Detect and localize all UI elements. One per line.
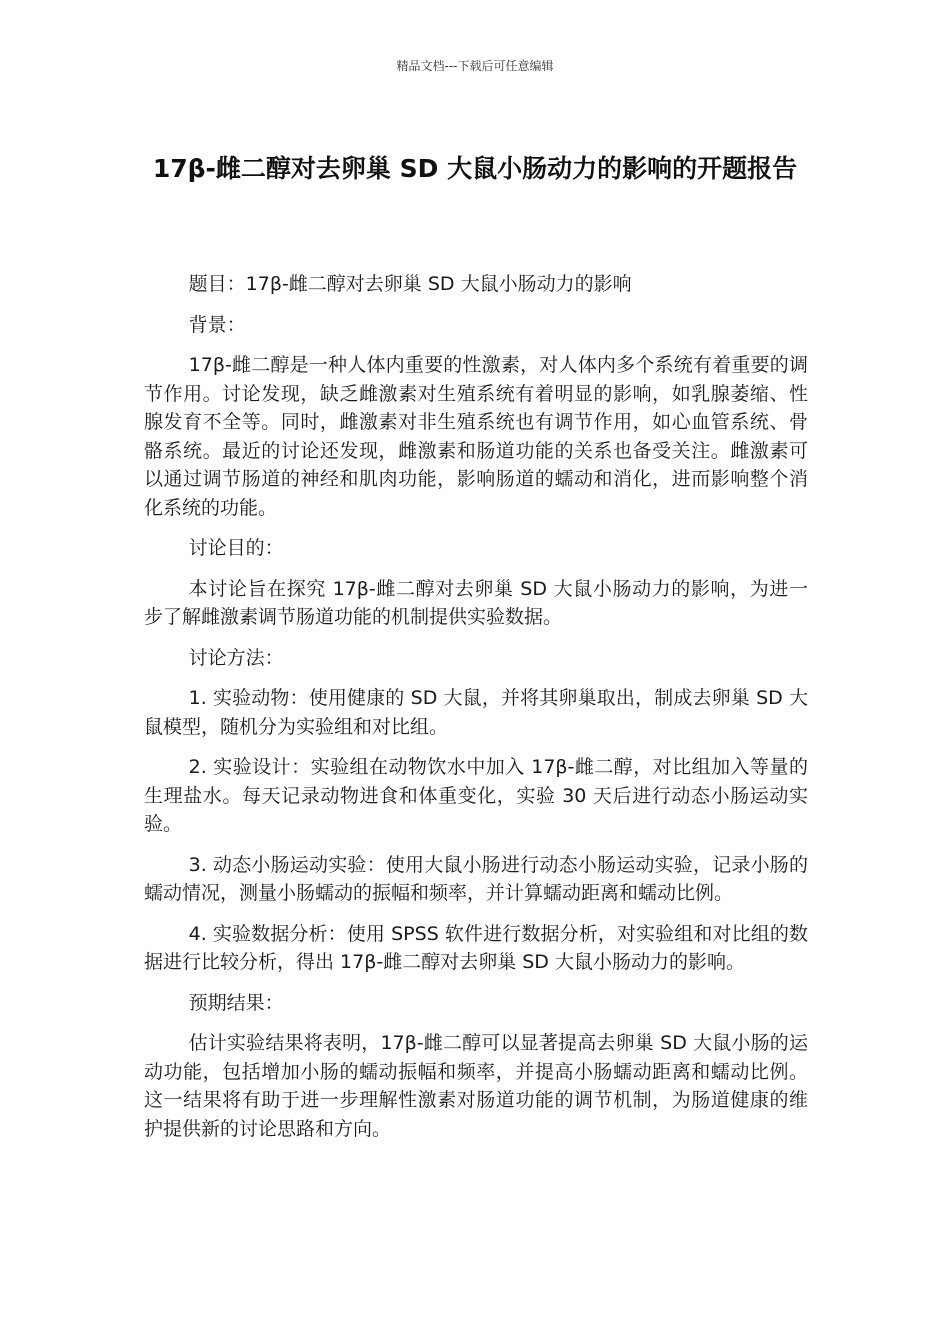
- paragraph-topic: 题目：17β-雌二醇对去卵巢 SD 大鼠小肠动力的影响: [188, 273, 632, 295]
- heading-methods: 讨论方法：: [188, 646, 284, 669]
- paragraph-purpose: 本讨论旨在探究 17β-雌二醇对去卵巢 SD 大鼠小肠动力的影响，为进一步了解雌激素调节肠道功能的机制提供实验数据。: [144, 577, 808, 628]
- method-item-3: 3. 动态小肠运动实验：使用大鼠小肠进行动态小肠运动实验，记录小肠的蠕动情况，测量小肠蠕动的振幅和频率，并计算蠕动距离和蠕动比例。: [144, 853, 808, 904]
- heading-expected-results: 预期结果：: [188, 991, 284, 1014]
- document-title: 17β-雌二醇对去卵巢 SD 大鼠小肠动力的影响的开题报告: [152, 154, 798, 183]
- method-item-1: 1. 实验动物：使用健康的 SD 大鼠，并将其卵巢取出，制成去卵巢 SD 大鼠模型，随机分为实验组和对比组。: [144, 687, 808, 738]
- header-note: 精品文档---下载后可任意编辑: [396, 59, 554, 73]
- paragraph-expected-results: 估计实验结果将表明，17β-雌二醇可以显著提高去卵巢 SD 大鼠小肠的运动功能，包括增加小肠的蠕动振幅和频率，并提高小肠蠕动距离和蠕动比例。这一结果将有助于进一步理解性激素对肠道功能的调节机制，为肠道健康的维护提供新的讨论思路和方向。: [144, 1032, 808, 1140]
- method-item-4: 4. 实验数据分析：使用 SPSS 软件进行数据分析，对实验组和对比组的数据进行比较分析，得出 17β-雌二醇对去卵巢 SD 大鼠小肠动力的影响。: [144, 922, 808, 973]
- heading-purpose: 讨论目的：: [188, 537, 284, 559]
- heading-background: 背景：: [188, 313, 246, 336]
- document-body: [144, 270, 808, 1155]
- paragraph-background: 17β-雌二醇是一种人体内重要的性激素，对人体内多个系统有着重要的调节作用。讨论发现，缺乏雌激素对生殖系统有着明显的影响，如乳腺萎缩、性腺发育不全等。同时，雌激素对非生殖系统也有调节作用，如心血管系统、骨骼系统。最近的讨论还发现，雌激素和肠道功能的关系也备受关注。雌激素可以通过调节肠道的神经和肌肉功能，影响肠道的蠕动和消化，进而影响整个消化系统的功能。: [144, 354, 808, 519]
- method-item-2: 2. 实验设计：实验组在动物饮水中加入 17β-雌二醇，对比组加入等量的生理盐水。每天记录动物进食和体重变化，实验 30 天后进行动态小肠运动实验。: [144, 756, 808, 835]
